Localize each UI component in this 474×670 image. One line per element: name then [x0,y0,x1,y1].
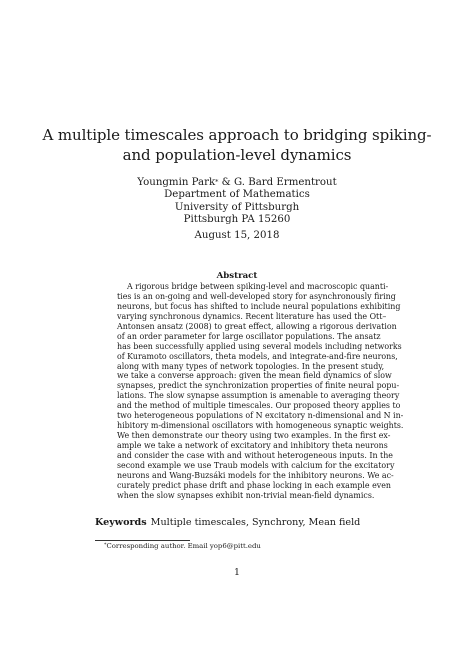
abstract-body [117,282,404,501]
abstract-line: when the slow synapses exhibit non-trivial mean-field dynamics. [117,490,375,500]
author-block [0,177,474,227]
page-number: 1 [234,567,240,578]
abstract-line: lations. The slow synapse assumption is amenable to averaging theory [117,391,400,401]
abstract-line: ample we take a network of excitatory and inhibitory theta neurons [117,441,388,450]
title-line: A multiple timescales approach to bridging spiking- [42,126,432,144]
abstract-line: neurons, but focus has shifted to include neural populations exhibiting [117,301,401,311]
author-name-first: Youngmin Park [137,177,216,188]
keywords-text: Multiple timescales, Synchrony, Mean field [150,517,361,528]
affiliation-line: Pittsburgh PA 15260 [183,214,291,226]
abstract-line: two heterogeneous populations of N excitatory n-dimensional and N in- [117,411,404,421]
affiliation-line: Department of Mathematics [164,189,310,201]
abstract-line: neurons and Wang-Buzsáki models for the inhibitory neurons. We ac- [117,470,394,480]
abstract-line: and the method of multiple timescales. Our proposed theory applies to [117,401,401,411]
abstract-line: synapses, predict the synchronization properties of finite neural popu- [117,381,400,391]
abstract-line: of an order parameter for large oscillator populations. The ansatz [117,331,381,341]
abstract-line: along with many types of network topologies. In the present study, [117,361,385,371]
keywords-label: Keywords [95,517,147,528]
abstract-line: varying synchronous dynamics. Recent literature has used the Ott– [117,311,387,321]
abstract-line: We then demonstrate our theory using two examples. In the first ex- [117,431,391,441]
footnote [104,542,261,551]
abstract-line: A rigorous bridge between spiking-level and macroscopic quanti- [127,282,389,291]
abstract-line: curately predict phase drift and phase locking in each example even [117,480,391,490]
abstract-line: ties is an on-going and well-developed story for asynchronously firing [117,291,396,301]
corresponding-mark: * [215,178,219,186]
author-names [0,177,474,189]
keywords-line [95,517,360,529]
abstract-line: has been successfully applied using several models including networks [117,341,402,351]
abstract-line: and consider the case with and without heterogeneous inputs. In the [117,450,393,460]
author-name-rest: & G. Bard Ermentrout [218,177,337,188]
abstract-line: second example we use Traub models with calcium for the excitatory [117,460,395,470]
abstract-line: of Kuramoto oscillators, theta models, and integrate-and-fire neurons, [117,351,398,361]
paper-date: August 15, 2018 [194,230,280,241]
footnote-divider [95,540,190,541]
paper-title [0,125,474,165]
abstract-heading: Abstract [216,271,258,281]
title-line: and population-level dynamics [122,146,352,164]
affiliation-line: University of Pittsburgh [174,201,300,213]
abstract-line: Antonsen ansatz (2008) to great effect, allowing a rigorous derivation [117,321,397,331]
footnote-text: Corresponding author. Email yop6@pitt.edu [106,542,261,550]
abstract-line: we take a converse approach: given the mean field dynamics of slow [117,371,392,381]
abstract-line: hibitory m-dimensional oscillators with homogeneous synaptic weights. [117,421,404,431]
footnote-mark: * [104,542,107,548]
